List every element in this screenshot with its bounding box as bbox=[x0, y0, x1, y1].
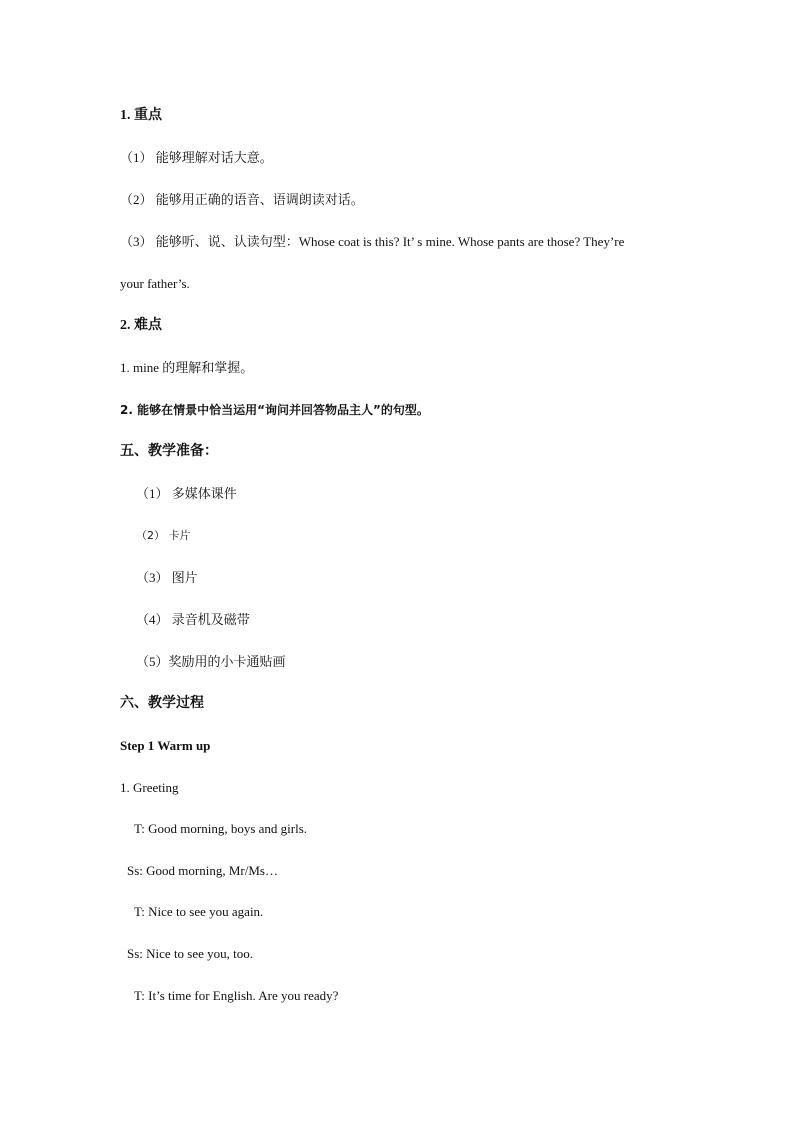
key-point-item-2: （2） 能够用正确的语音、语调朗读对话。 bbox=[120, 192, 364, 207]
preparation-heading: 五、教学准备： bbox=[120, 444, 218, 459]
key-point-item-3-continued: your father’s. bbox=[120, 276, 190, 291]
preparation-item-5: （5）奖励用的小卡通贴画 bbox=[136, 654, 286, 669]
greeting-heading: 1. Greeting bbox=[120, 780, 179, 795]
preparation-item-4: （4） 录音机及磁带 bbox=[136, 612, 250, 627]
process-heading: 六、教学过程 bbox=[120, 696, 204, 711]
difficult-point-item-1: 1. mine 的理解和掌握。 bbox=[120, 360, 254, 375]
key-point-item-1: （1） 能够理解对话大意。 bbox=[120, 150, 273, 165]
dialogue-line-5: T: It’s time for English. Are you ready? bbox=[134, 988, 339, 1003]
dialogue-line-4: Ss: Nice to see you, too. bbox=[127, 946, 254, 961]
key-points-heading: 1. 重点 bbox=[120, 108, 162, 123]
difficult-points-heading: 2. 难点 bbox=[120, 318, 162, 333]
preparation-item-1: （1） 多媒体课件 bbox=[136, 486, 237, 501]
step1-heading: Step 1 Warm up bbox=[120, 738, 211, 753]
preparation-item-3: （3） 图片 bbox=[136, 570, 198, 585]
dialogue-line-1: T: Good morning, boys and girls. bbox=[134, 821, 308, 836]
difficult-point-item-2: 2. 能够在情景中恰当运用“询问并回答物品主人”的句型。 bbox=[120, 403, 429, 417]
preparation-item-2: （2） 卡片 bbox=[136, 529, 191, 542]
dialogue-line-3: T: Nice to see you again. bbox=[134, 904, 264, 919]
dialogue-line-2: Ss: Good morning, Mr/Ms… bbox=[127, 863, 278, 878]
key-point-item-3: （3） 能够听、说、认读句型：Whose coat is this? It’ s mine. Whose pants are those? They’re bbox=[120, 234, 625, 249]
